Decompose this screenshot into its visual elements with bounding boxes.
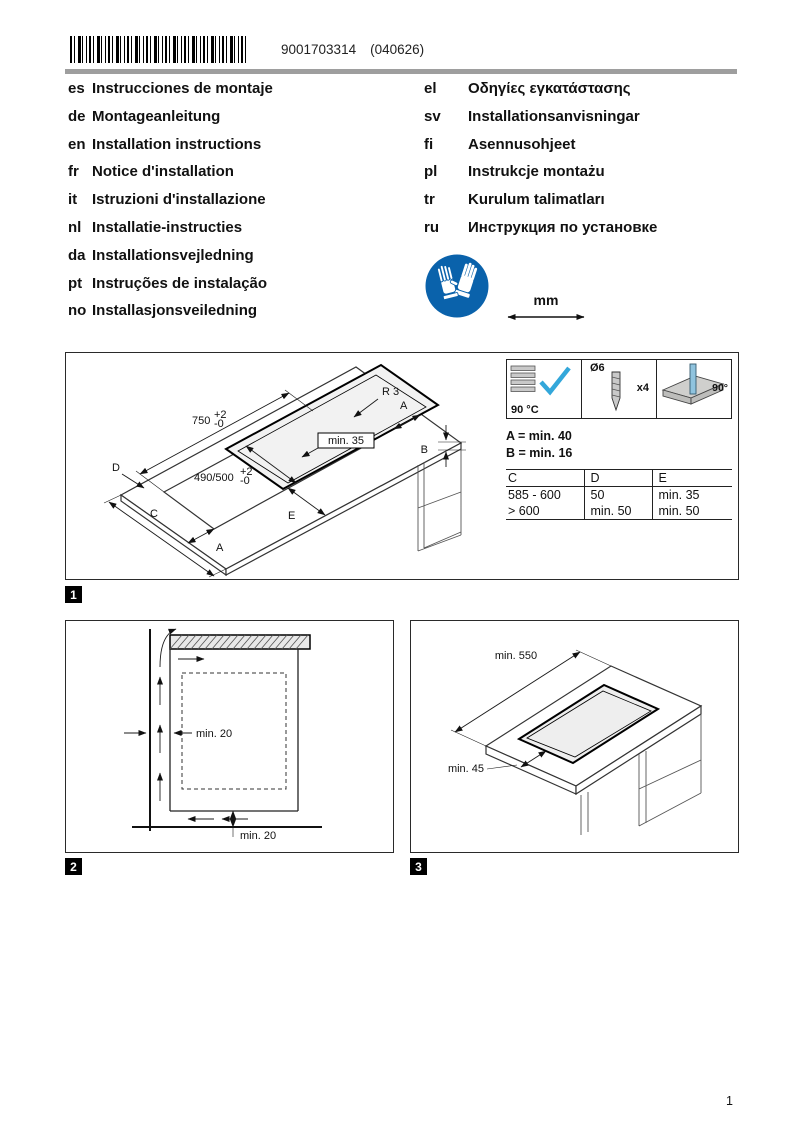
check-icon bbox=[541, 368, 569, 392]
drill-angle-cell bbox=[656, 360, 731, 418]
barcode bbox=[70, 36, 246, 63]
cell-c: 585 - 600 bbox=[508, 488, 561, 502]
note-a: A = min. 40 bbox=[506, 429, 572, 443]
language-code: tr bbox=[424, 191, 435, 209]
clearance-notes bbox=[506, 428, 732, 462]
mm-unit-note bbox=[504, 292, 588, 329]
language-code: it bbox=[68, 191, 78, 209]
dim-490-500-label: 490/500 bbox=[194, 472, 234, 484]
language-code: da bbox=[68, 246, 86, 264]
language-label: Installationsvejledning bbox=[92, 246, 254, 264]
page-number: 1 bbox=[726, 1094, 733, 1108]
language-label: Инструкция по установке bbox=[468, 218, 658, 236]
language-row bbox=[68, 163, 273, 191]
install-condition-icons bbox=[506, 359, 732, 419]
language-code: nl bbox=[68, 218, 82, 236]
barcode-number: 9001703314 bbox=[281, 42, 357, 57]
figure-1-badge bbox=[65, 586, 82, 603]
language-list-right bbox=[424, 80, 657, 247]
language-label: Installasjonsveiledning bbox=[92, 302, 258, 320]
language-label: Notice d'installation bbox=[92, 163, 234, 181]
language-code: pt bbox=[68, 274, 83, 292]
language-code: fi bbox=[424, 135, 434, 153]
language-row bbox=[68, 191, 273, 219]
language-row bbox=[68, 108, 273, 136]
dim-c-label: C bbox=[150, 508, 158, 520]
cabinet-lines bbox=[418, 449, 461, 551]
installation-info-panel bbox=[506, 359, 732, 520]
screw-cell bbox=[581, 360, 656, 418]
hob-section bbox=[170, 635, 310, 649]
language-row bbox=[68, 136, 273, 164]
temp-rating-label: 90 °C bbox=[511, 404, 539, 416]
language-label: Kurulum talimatları bbox=[468, 191, 605, 209]
language-row bbox=[68, 302, 273, 330]
dim-bottom-gap-label: min. 20 bbox=[240, 830, 277, 842]
cell-e: min. 50 bbox=[652, 503, 732, 520]
note-b: B = min. 16 bbox=[506, 446, 573, 460]
dim-rear-gap-label: min. 20 bbox=[196, 728, 233, 740]
language-code: fr bbox=[68, 163, 79, 181]
language-code: no bbox=[68, 302, 87, 320]
dim-750-tol-top: +2 bbox=[214, 409, 227, 421]
language-code: de bbox=[68, 107, 86, 125]
language-row bbox=[424, 163, 657, 191]
mm-dimension-arrow-icon bbox=[504, 310, 588, 324]
language-row bbox=[424, 80, 657, 108]
cell-d: min. 50 bbox=[584, 503, 652, 520]
mm-unit-label: mm bbox=[533, 292, 559, 308]
language-code: pl bbox=[424, 163, 438, 181]
heat-resistant-stack-icon bbox=[509, 362, 575, 398]
dim-490-500-tol-top: +2 bbox=[240, 466, 253, 478]
language-code: en bbox=[68, 135, 86, 153]
language-row bbox=[68, 247, 273, 275]
language-list-left bbox=[68, 80, 273, 330]
dim-e-label: E bbox=[288, 510, 296, 522]
language-code: el bbox=[424, 80, 437, 97]
dim-a-top-label: A bbox=[400, 400, 408, 412]
barcode-caption bbox=[281, 42, 424, 57]
cell-e: min. 35 bbox=[652, 487, 732, 504]
dim-min35-label: min. 35 bbox=[327, 435, 365, 447]
language-code: sv bbox=[424, 107, 441, 125]
language-label: Οδηγίες εγκατάστασης bbox=[468, 80, 631, 97]
gloves-icon bbox=[424, 253, 490, 319]
cell-c: > 600 bbox=[508, 504, 540, 518]
screw-diameter-label: Ø6 bbox=[590, 362, 605, 374]
language-row bbox=[424, 108, 657, 136]
figure-3-worktop-diagram bbox=[410, 620, 739, 853]
language-code: es bbox=[68, 80, 85, 97]
language-label: Instruções de instalação bbox=[92, 274, 268, 292]
dim-490-500-tol-bottom: -0 bbox=[240, 475, 250, 487]
cell-d: 50 bbox=[584, 487, 652, 504]
language-label: Istruzioni d'installazione bbox=[92, 191, 266, 209]
dim-front-label: min. 45 bbox=[447, 763, 485, 775]
language-label: Installation instructions bbox=[92, 135, 262, 153]
figure-2-badge bbox=[65, 858, 82, 875]
dim-a-front-label: A bbox=[216, 542, 224, 554]
language-row bbox=[424, 191, 657, 219]
language-label: Installationsanvisningar bbox=[468, 107, 640, 125]
badge-number: 2 bbox=[70, 859, 77, 874]
figure-3-badge bbox=[410, 858, 427, 875]
header-divider bbox=[65, 69, 737, 74]
airflow-arrows bbox=[124, 629, 248, 819]
badge-number: 3 bbox=[415, 859, 422, 874]
col-header-d: D bbox=[584, 470, 652, 487]
drill-angle-label: 90° bbox=[712, 382, 728, 394]
heat-resistance-cell bbox=[507, 360, 581, 418]
figure2-drawing bbox=[66, 621, 393, 852]
cutout-dimension-table bbox=[506, 469, 732, 520]
gloves-mandatory-icon bbox=[424, 253, 490, 319]
language-row bbox=[424, 136, 657, 164]
print-code: (040626) bbox=[370, 42, 425, 57]
table-row bbox=[506, 503, 732, 520]
dim-750-tol-bottom: -0 bbox=[214, 418, 224, 430]
language-row bbox=[68, 219, 273, 247]
language-label: Installatie-instructies bbox=[92, 218, 243, 236]
language-row bbox=[424, 219, 657, 247]
table-row bbox=[506, 487, 732, 504]
language-label: Asennusohjeet bbox=[468, 135, 576, 153]
dim-d-label: D bbox=[112, 462, 120, 474]
col-header-c: C bbox=[508, 471, 518, 485]
language-code: ru bbox=[424, 218, 439, 236]
col-header-e: E bbox=[652, 470, 732, 487]
drill-bit bbox=[690, 364, 696, 394]
language-label: Montageanleitung bbox=[92, 107, 221, 125]
language-label: Instrucciones de montaje bbox=[92, 80, 273, 97]
language-label: Instrukcje montażu bbox=[468, 163, 605, 181]
table-header-row bbox=[506, 470, 732, 487]
figure-2-ventilation-diagram bbox=[65, 620, 394, 853]
figure-1-cutout-diagram bbox=[65, 352, 739, 580]
language-row bbox=[68, 275, 273, 303]
figure3-drawing bbox=[411, 621, 738, 852]
language-row bbox=[68, 80, 273, 108]
dim-r3-label: R 3 bbox=[382, 386, 400, 398]
dim-b-label: B bbox=[420, 444, 428, 456]
dim-750-label: 750 bbox=[192, 415, 211, 427]
dim-depth-label: min. 550 bbox=[494, 650, 538, 662]
badge-number: 1 bbox=[70, 587, 77, 602]
screw-count-label: x4 bbox=[636, 382, 649, 394]
screw-icon bbox=[608, 370, 624, 412]
